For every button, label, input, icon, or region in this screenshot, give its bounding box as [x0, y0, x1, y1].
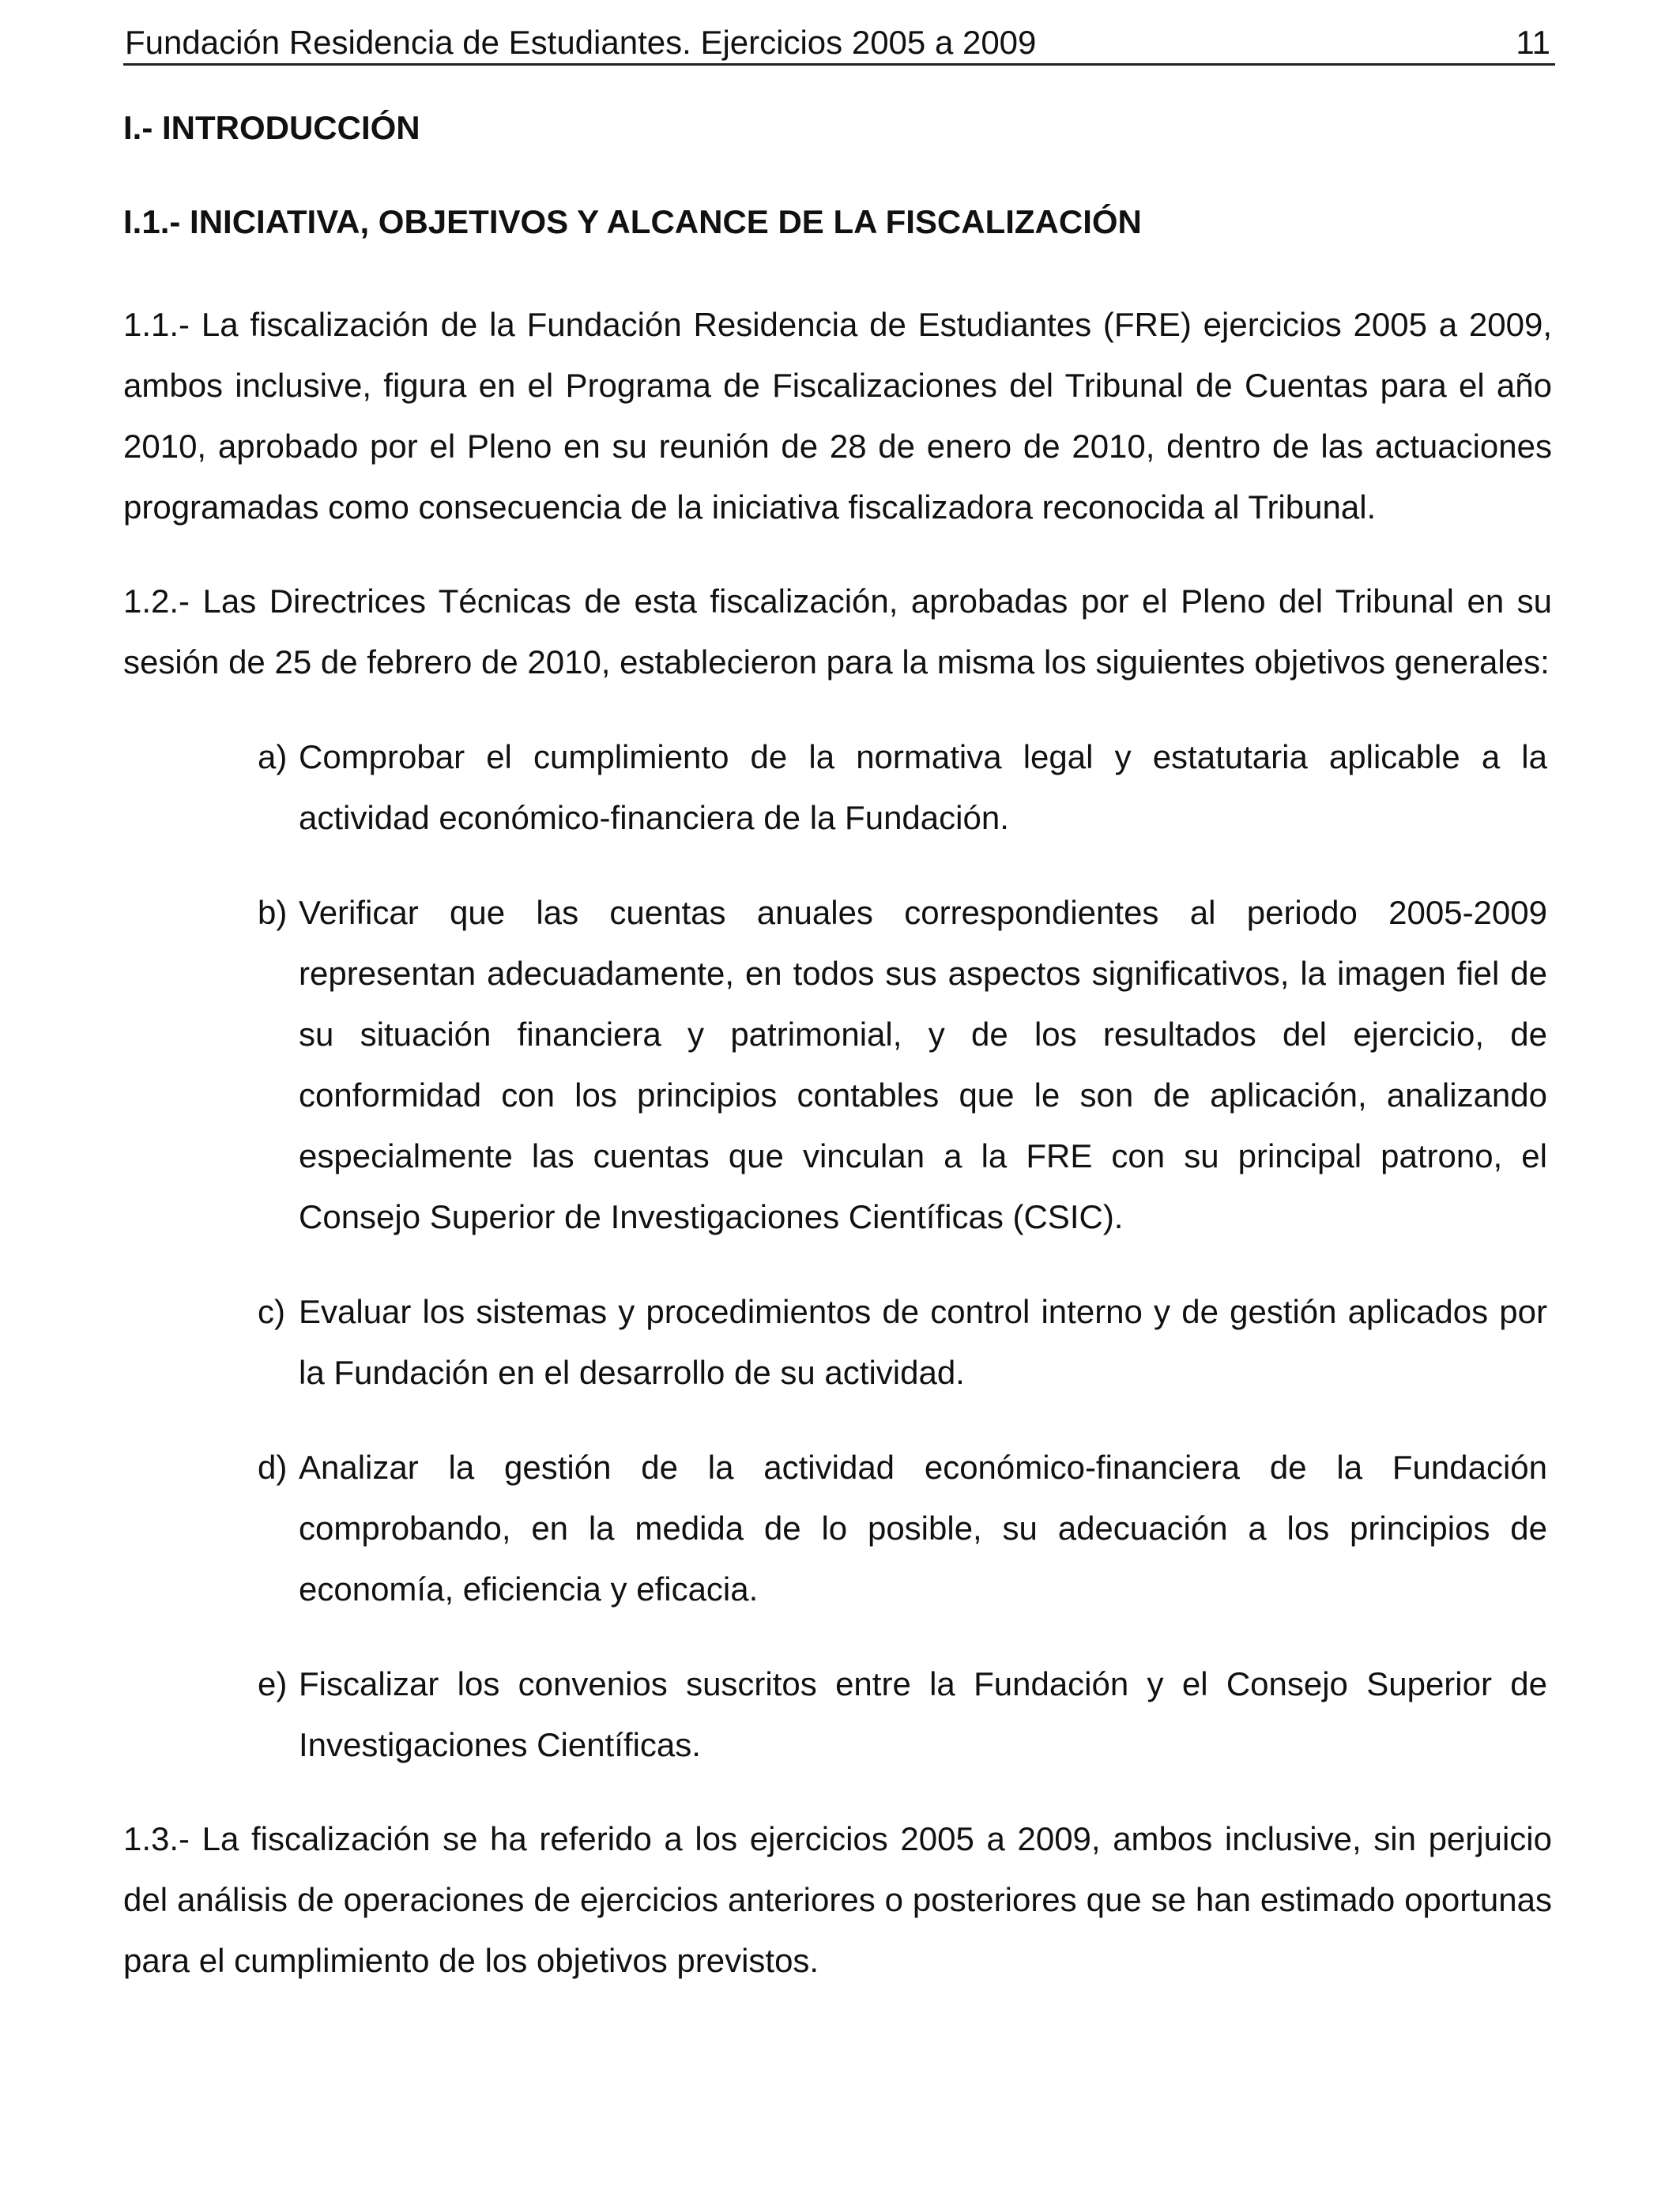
objective-e — [258, 1653, 1547, 1775]
objective-b — [258, 882, 1547, 1247]
objective-text: Verificar que las cuentas anuales correspondientes al periodo 2005-2009 representan adecuadamente, en todos sus aspectos significativos, la imagen fiel de su situación financiera y patrimonial, y de los resultados del ejercicio, de conformidad con los principios contables que le son de aplicación, analizando especialmente las cuentas que vinculan a la FRE con su principal patrono, el Consejo Superior de Investigaciones Científicas (CSIC). — [299, 894, 1547, 1235]
page-number: 11 — [1516, 24, 1550, 61]
objective-text: Analizar la gestión de la actividad económico-financiera de la Fundación comprobando, en la medida de lo posible, su adecuación a los principios de economía, eficiencia y eficacia. — [299, 1449, 1547, 1608]
objective-text: Comprobar el cumplimiento de la normativa legal y estatutaria aplicable a la actividad económico-financiera de la Fundación. — [299, 738, 1547, 836]
subsection-title: I.1.- INICIATIVA, OBJETIVOS Y ALCANCE DE LA FISCALIZACIÓN — [123, 203, 1142, 240]
objective-d — [258, 1437, 1547, 1619]
paragraph-1-2: 1.2.- Las Directrices Técnicas de esta fiscalización, aprobadas por el Pleno del Tribunal en su sesión de 25 de febrero de 2010, establecieron para la misma los siguientes objetivos generales: — [123, 582, 1552, 680]
objective-marker: c) — [258, 1293, 285, 1330]
objective-marker: a) — [258, 738, 288, 775]
objective-marker: b) — [258, 894, 288, 931]
paragraph-1-3: 1.3.- La fiscalización se ha referido a los ejercicios 2005 a 2009, ambos inclusive, sin perjuicio del análisis de operaciones de ejercicios anteriores o posteriores que se han estimado oportunas para el cumplimiento de los objetivos previstos. — [123, 1820, 1552, 1979]
objective-text: Evaluar los sistemas y procedimientos de control interno y de gestión aplicados por la Fundación en el desarrollo de su actividad. — [299, 1293, 1547, 1391]
section-title: I.- INTRODUCCIÓN — [123, 109, 420, 146]
objective-text: Fiscalizar los convenios suscritos entre la Fundación y el Consejo Superior de Investigaciones Científicas. — [299, 1665, 1547, 1763]
header-title: Fundación Residencia de Estudiantes. Ejercicios 2005 a 2009 — [125, 24, 1037, 61]
document-content — [123, 107, 1552, 2025]
objective-marker: e) — [258, 1665, 288, 1702]
paragraph-1-1: 1.1.- La fiscalización de la Fundación Residencia de Estudiantes (FRE) ejercicios 2005 a 2009, ambos inclusive, figura en el Programa de Fiscalizaciones del Tribunal de Cuentas para el año 2010, aprobado por el Pleno en su reunión de 28 de enero de 2010, dentro de las actuaciones programadas como consecuencia de la iniciativa fiscalizadora reconocida al Tribunal. — [123, 306, 1552, 526]
objective-marker: d) — [258, 1449, 288, 1486]
objectives-list — [258, 726, 1547, 1775]
objective-a — [258, 726, 1547, 848]
objective-c — [258, 1281, 1547, 1403]
page-header — [123, 22, 1555, 66]
